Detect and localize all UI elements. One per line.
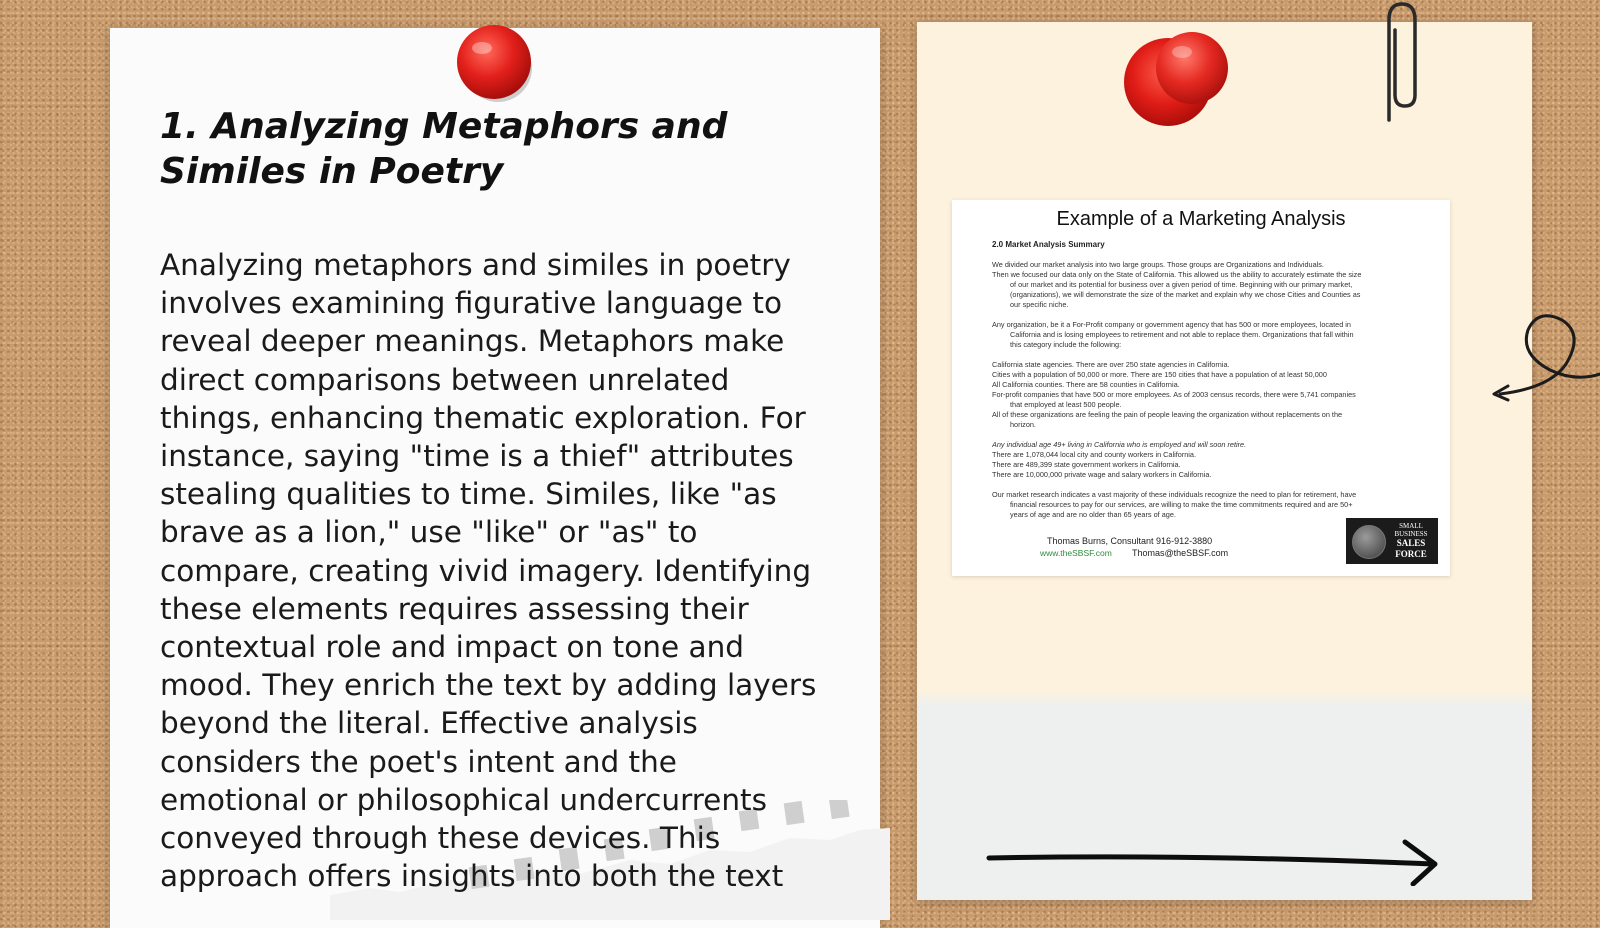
document-line: this category include the following: (1010, 340, 1122, 349)
document-footer-contact: Thomas Burns, Consultant 916-912-3880 (1047, 536, 1213, 546)
document-paragraph-5 (992, 490, 1422, 520)
push-pin-icon (452, 20, 536, 104)
logo-text (1386, 522, 1436, 560)
logo-small-business: SMALL BUSINESS (1394, 522, 1428, 538)
document-subheading: 2.0 Market Analysis Summary (992, 240, 1105, 249)
document-line: All of these organizations are feeling the pain of people leaving the organization without replacements on the (992, 410, 1343, 419)
document-paragraph-3 (992, 360, 1422, 430)
document-line: Any individual age 49+ living in California who is employed and will soon retire. (992, 440, 1247, 449)
logo-force: FORCE (1395, 549, 1427, 559)
document-line: There are 489,399 state government workers in California. (992, 460, 1181, 469)
document-line: California state agencies. There are over 250 state agencies in California. (992, 360, 1230, 369)
document-line: Cities with a population of 50,000 or more. There are 150 cities that have a population of at least 50,000 (992, 370, 1327, 379)
document-line: California and is losing employees to retirement and not able to replace them. Organizations that fall within (1010, 330, 1354, 339)
document-line: Our market research indicates a vast majority of these individuals recognize the need to plan for retirement, have (992, 490, 1357, 499)
paperclip-icon (1375, 0, 1425, 130)
document-line: financial resources to pay for our services, are willing to make the time commitments required and are 50+ (1010, 500, 1353, 509)
document-line: (organizations), we will demonstrate the size of the market and explain why we chose Cities and Counties as (1010, 290, 1361, 299)
document-line: Then we focused our data only on the State of California. This allowed us the ability to accurately estimate the size (992, 270, 1362, 279)
document-line: Any organization, be it a For-Profit company or government agency that has 500 or more employees, located in (992, 320, 1351, 329)
arrow-right-icon (985, 836, 1445, 886)
logo-globe-icon (1352, 525, 1386, 559)
document-line: horizon. (1010, 420, 1036, 429)
document-line: our specific niche. (1010, 300, 1069, 309)
push-pin-icon (1120, 30, 1240, 130)
document-line: For-profit companies that have 500 or more employees. As of 2003 census records, there were 5,741 companies (992, 390, 1356, 399)
sbsf-logo (1346, 518, 1438, 564)
document-line: of our market and its potential for business over a given period of time. Beginning with our primary market, (1010, 280, 1353, 289)
document-line: There are 10,000,000 private wage and salary workers in California. (992, 470, 1212, 479)
marketing-analysis-document (952, 200, 1450, 576)
document-paragraph-1 (992, 260, 1422, 310)
document-line: that employed at least 500 people. (1010, 400, 1122, 409)
document-footer-website: www.theSBSF.com (1040, 548, 1112, 558)
document-paragraph-4 (992, 440, 1422, 480)
logo-sales: SALES (1396, 538, 1426, 548)
slide-body-text: Analyzing metaphors and similes in poetry involves examining figurative language to reveal deeper meanings. Metaphors make direct comparisons between unrelated things, enhancing thematic exploration. For instance, saying "time is a thief" attributes stealing qualities to time. Similes, like "as brave as a lion," use "like" or "as" to compare, creating vivid imagery. Identifying these elements requires assessing their contextual role and impact on tone and mood. They enrich the text by adding layers beyond the literal. Effective analysis considers the poet's intent and the emotional or philosophical undercurrents conveyed through these devices. This approach offers insights into both the text (160, 248, 817, 894)
document-footer-email: Thomas@theSBSF.com (1132, 548, 1229, 558)
document-line: years of age and are no older than 65 years of age. (1010, 510, 1176, 519)
slide-heading: 1. Analyzing Metaphors and Similes in Poetry (160, 106, 728, 192)
scribble-arrow-icon (1480, 312, 1600, 412)
document-line: There are 1,078,044 local city and county workers in California. (992, 450, 1197, 459)
document-paragraph-2 (992, 320, 1422, 350)
document-title: Example of a Marketing Analysis (1056, 208, 1346, 230)
document-line: We divided our market analysis into two large groups. Those groups are Organizations and Individuals. (992, 260, 1324, 269)
document-line: All California counties. There are 58 counties in California. (992, 380, 1180, 389)
